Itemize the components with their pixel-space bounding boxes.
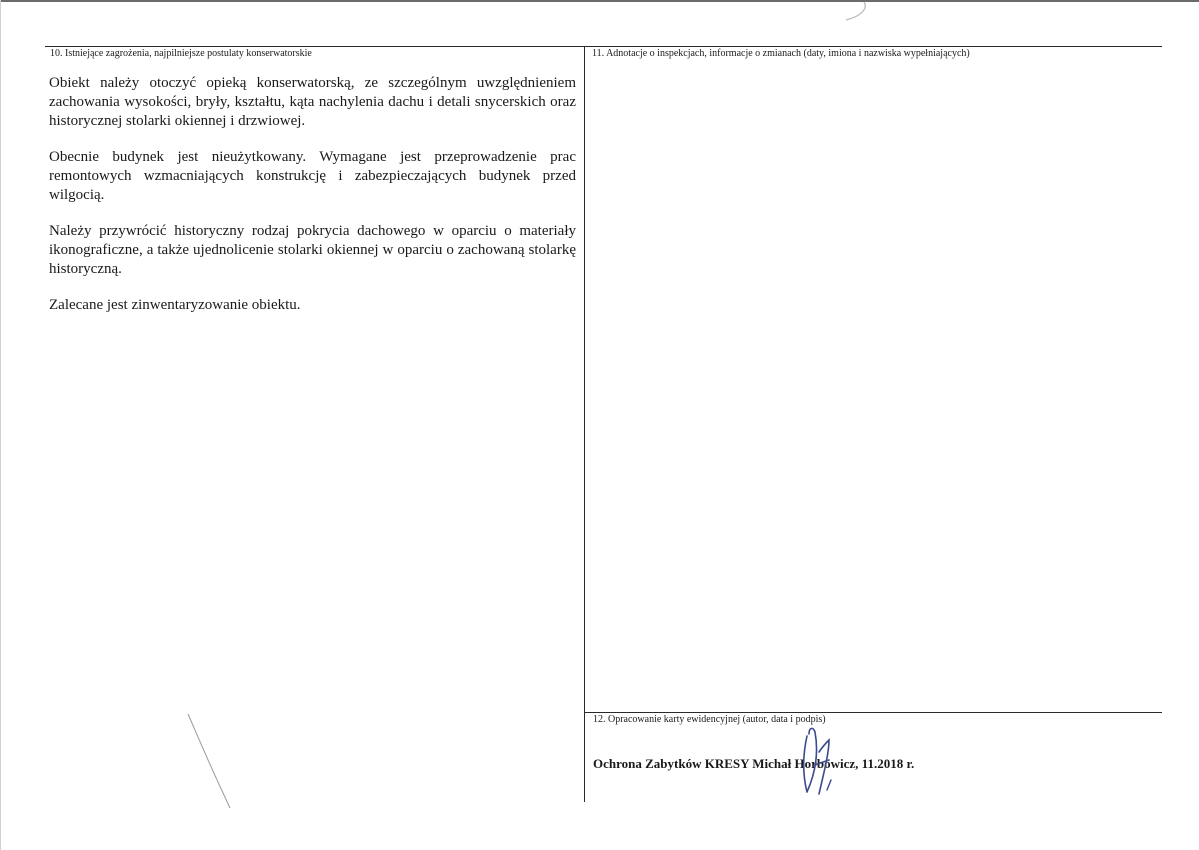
scan-mark [186, 712, 236, 812]
paragraph: Obiekt należy otoczyć opieką konserwatorską, ze szczególnym uwzględnieniem zachowania wysokości, bryły, kształtu, kąta nachylenia dachu i detali snycerskich oraz historycznej stolarki okiennej i drzwiowej. [49, 75, 576, 129]
paragraph: Należy przywrócić historyczny rodzaj pokrycia dachowego w oparciu o materiały ikonograficzne, a także ujednolicenie stolarki okiennej w oparciu o zachowaną stolarkę historyczną. [49, 223, 576, 277]
section-11-header: 11. Adnotacje o inspekcjach, informacje o zmianach (daty, imiona i nazwiska wypełniających) [592, 48, 970, 59]
section-12-header: 12. Opracowanie karty ewidencyjnej (autor, data i podpis) [593, 714, 826, 725]
section-12-rule [584, 712, 1162, 713]
scan-top-edge [0, 0, 1199, 2]
pen-mark [842, 0, 872, 26]
signature [793, 724, 843, 800]
paragraph: Obecnie budynek jest nieużytkowany. Wymagane jest przeprowadzenie prac remontowych wzmacniających konstrukcję i zabezpieczających budynek przed wilgocią. [49, 149, 576, 203]
author-line: Ochrona Zabytków KRESY Michał Horbowicz, 11.2018 r. [593, 756, 915, 771]
paragraph: Zalecane jest zinwentaryzowanie obiektu. [49, 297, 301, 313]
section-10-content [49, 74, 576, 332]
section-10-header: 10. Istniejące zagrożenia, najpilniejsze postulaty konserwatorskie [50, 48, 312, 59]
top-rule [45, 46, 1162, 47]
column-divider [584, 46, 585, 802]
scan-left-edge [0, 0, 1, 850]
